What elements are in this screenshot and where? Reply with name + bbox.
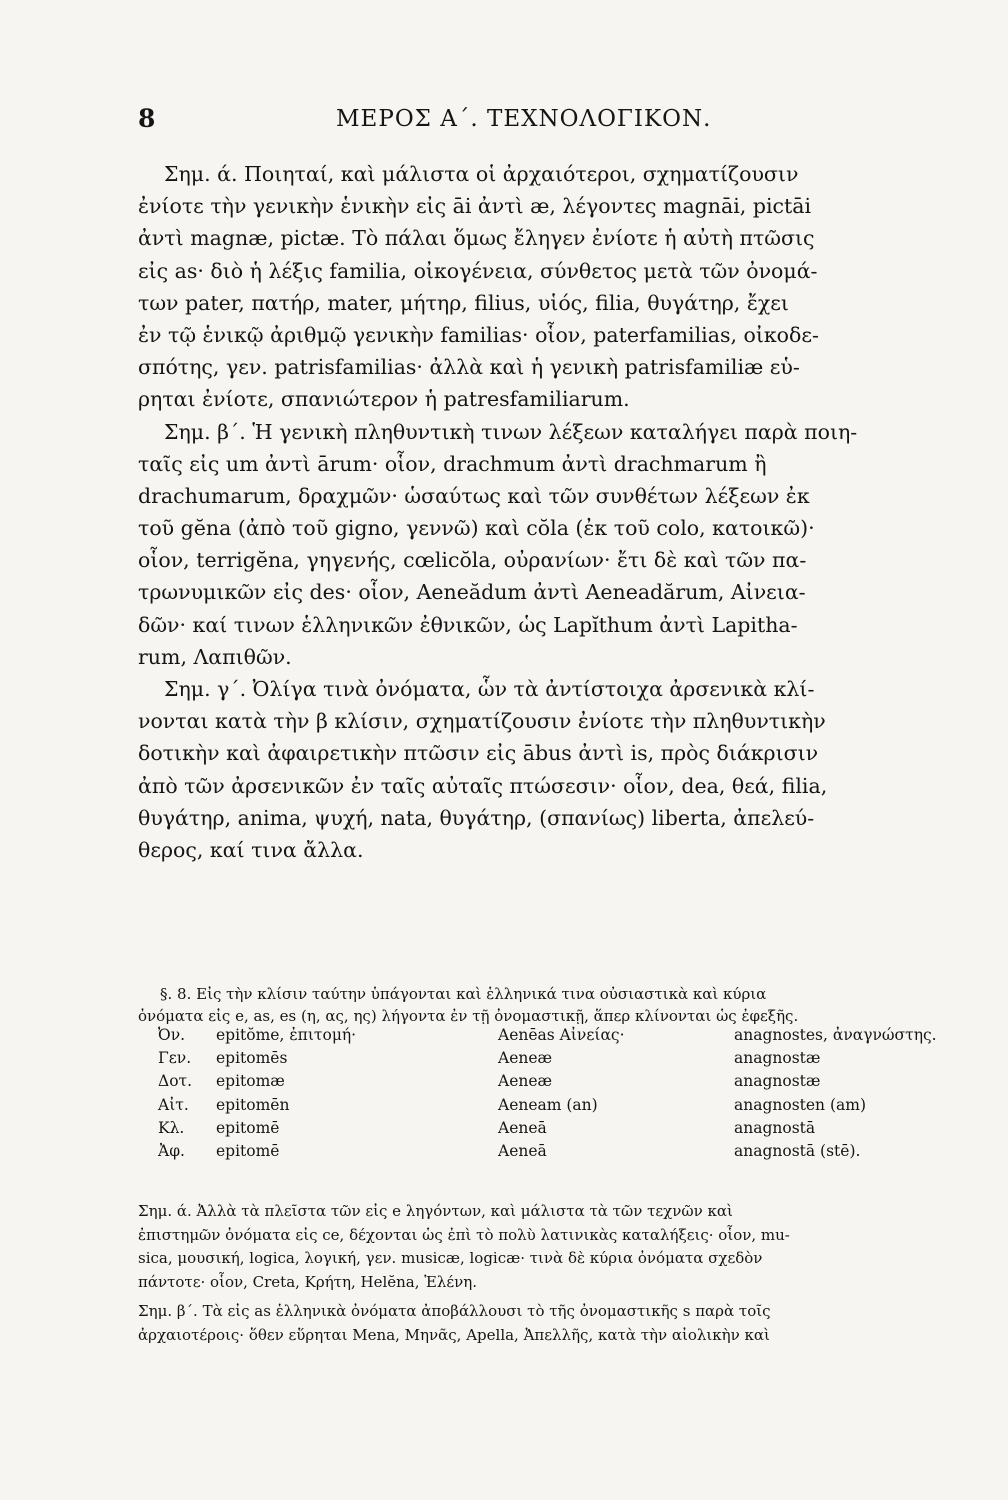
text-line: drachumarum, δραχμῶν· ὡσαύτως καὶ τῶν συνθέτων λέξεων ἐκ	[138, 483, 810, 508]
table-cell: epitomēn	[216, 1095, 290, 1114]
table-cell: anagnostæ	[734, 1072, 821, 1091]
text-line: Σημ. γ΄. Ὀλίγα τινὰ ὀνόματα, ὧν τὰ ἀντίστοιχα ἀρσενικὰ κλί-	[164, 677, 815, 701]
text-line: δῶν· καί τινων ἑλληνικῶν ἐθνικῶν, ὡς Lapĭthum ἀντὶ Lapitha-	[138, 612, 798, 637]
note-line: πάντοτε· οἷον, Creta, Κρήτη, Helĕna, Ἑλένη.	[138, 1272, 478, 1291]
table-cell: Aenēas Αἰνείας·	[498, 1025, 625, 1044]
footnotes	[138, 1200, 958, 1348]
note-line: sica, μουσική, logica, λογική, γεν. musicæ, logicæ· τινὰ δὲ κύρια ὀνόματα σχεδὸν	[138, 1249, 763, 1268]
page-number: 8	[138, 104, 156, 133]
table-row	[158, 1116, 974, 1139]
note-line: Σημ. β΄. Τὰ εἰς as ἑλληνικὰ ὀνόματα ἀποβάλλουσι τὸ τῆς ὀνομαστικῆς s παρὰ τοῖς	[138, 1302, 771, 1321]
section-line: §. 8. Εἰς τὴν κλίσιν ταύτην ὑπάγονται καὶ ἑλληνικά τινα οὐσιαστικὰ καὶ κύρια	[160, 985, 767, 1003]
table-row	[158, 1046, 974, 1069]
text-line: ἀντὶ magnæ, pictæ. Τὸ πάλαι ὅμως ἔληγεν ἐνίοτε ἡ αὐτὴ πτῶσις	[138, 226, 815, 251]
case-label: Κλ.	[158, 1118, 185, 1137]
table-row	[158, 1070, 974, 1093]
text-line: νονται κατὰ τὴν β κλίσιν, σχηματίζουσιν ἐνίοτε τὴν πληθυντικὴν	[138, 709, 826, 734]
table-row	[158, 1023, 974, 1046]
text-line: rum, Λαπιθῶν.	[138, 644, 292, 669]
text-line: τοῦ gĕna (ἀπὸ τοῦ gigno, γεννῶ) καὶ cŏla (ἐκ τοῦ colo, κατοικῶ)·	[138, 516, 815, 541]
table-cell: anagnostā (stē).	[734, 1142, 861, 1161]
text-line: θυγάτηρ, anima, ψυχή, nata, θυγάτηρ, (σπανίως) liberta, ἀπελεύ-	[138, 805, 815, 830]
case-label: Γεν.	[158, 1048, 192, 1067]
table-cell: anagnostæ	[734, 1048, 821, 1067]
case-label: Ὀν.	[158, 1025, 186, 1044]
table-cell: epitŏme, ἐπιτομή·	[216, 1025, 357, 1044]
table-cell: anagnostes, ἀναγνώστης.	[734, 1025, 937, 1044]
text-line: τρωνυμικῶν εἰς des· οἷον, Aeneădum ἀντὶ Aeneadărum, Αἰνεια-	[138, 580, 806, 605]
table-cell: epitomē	[216, 1142, 280, 1161]
table-cell: Aeneā	[498, 1142, 547, 1161]
case-label: Ἀφ.	[158, 1142, 185, 1161]
table-cell: Aeneā	[498, 1118, 547, 1137]
table-cell: epitomē	[216, 1118, 280, 1137]
running-title: ΜΕΡΟΣ Α΄. ΤΕΧΝΟΛΟΓΙΚΟΝ.	[336, 106, 712, 132]
note-line: ἀρχαιοτέροις· ὅθεν εὕρηται Mena, Μηνᾶς, Apella, Ἀπελλῆς, κατὰ τὴν αἰολικὴν καὶ	[138, 1325, 770, 1344]
table-cell: anagnostā	[734, 1118, 816, 1137]
section-line: ὀνόματα εἰς e, as, es (η, ας, ης) λήγοντα ἐν τῇ ὀνομαστικῇ, ἅπερ κλίνονται ὡς ἐφεξῆς.	[138, 1007, 799, 1025]
text-line: ἐνίοτε τὴν γενικὴν ἑνικὴν εἰς āi ἀντὶ æ, λέγοντες magnāi, pictāi	[138, 194, 811, 219]
table-row	[158, 1093, 974, 1116]
text-line: ταῖς εἰς um ἀντὶ ārum· οἷον, drachmum ἀντὶ drachmarum ἢ	[138, 451, 767, 476]
text-line: Σημ. β΄. Ἡ γενικὴ πληθυντικὴ τινων λέξεων καταλήγει παρὰ ποιη-	[164, 419, 858, 444]
text-line: ρηται ἐνίοτε, σπανιώτερον ἡ patresfamiliarum.	[138, 387, 630, 412]
case-label: Αἰτ.	[158, 1095, 189, 1114]
text-line: ἀπὸ τῶν ἀρσενικῶν ἐν ταῖς αὐταῖς πτώσεσιν· οἷον, dea, θεά, filia,	[138, 773, 828, 798]
table-cell: Aeneæ	[498, 1072, 553, 1091]
text-line: ἐν τῷ ἑνικῷ ἀριθμῷ γενικὴν familias· οἷον, paterfamilias, οἰκοδε-	[138, 322, 819, 347]
text-line: Σημ. ά. Ποιηταί, καὶ μάλιστα οἱ ἀρχαιότεροι, σχηματίζουσιν	[164, 162, 799, 186]
text-line: θερος, καί τινα ἄλλα.	[138, 837, 364, 862]
text-line: δοτικὴν καὶ ἀφαιρετικὴν πτῶσιν εἰς ābus ἀντὶ is, πρὸς διάκρισιν	[138, 741, 819, 766]
page-header	[138, 104, 958, 138]
note-line: Σημ. ά. Ἀλλὰ τὰ πλεῖστα τῶν εἰς e ληγόντων, καὶ μάλιστα τὰ τῶν τεχνῶν καὶ	[138, 1202, 733, 1220]
text-line: σπότης, γεν. patrisfamilias· ἀλλὰ καὶ ἡ γενικὴ patrisfamiliæ εὑ-	[138, 355, 800, 380]
text-line: εἰς as· διὸ ἡ λέξις familia, οἰκογένεια, σύνθετος μετὰ τῶν ὀνομά-	[138, 258, 818, 283]
table-cell: epitomēs	[216, 1048, 288, 1067]
declension-table	[158, 1023, 974, 1163]
table-cell: Aeneam (an)	[498, 1095, 598, 1114]
table-cell: epitomæ	[216, 1072, 285, 1091]
note-line: ἐπιστημῶν ὀνόματα εἰς ce, δέχονται ὡς ἐπὶ τὸ πολὺ λατινικὰς καταλήξεις· οἷον, mu-	[138, 1225, 790, 1244]
section-8-intro	[138, 983, 958, 1027]
case-label: Δοτ.	[158, 1072, 193, 1091]
text-line: οἷον, terrigĕna, γηγενής, cœlicŏla, οὐρανίων· ἔτι δὲ καὶ τῶν πα-	[138, 548, 807, 573]
text-line: των pater, πατήρ, mater, μήτηρ, filius, υἱός, filia, θυγάτηρ, ἔχει	[138, 290, 789, 315]
table-row	[158, 1139, 974, 1162]
table-cell: anagnosten (am)	[734, 1095, 866, 1114]
table-cell: Aeneæ	[498, 1048, 553, 1067]
main-text	[138, 158, 958, 866]
